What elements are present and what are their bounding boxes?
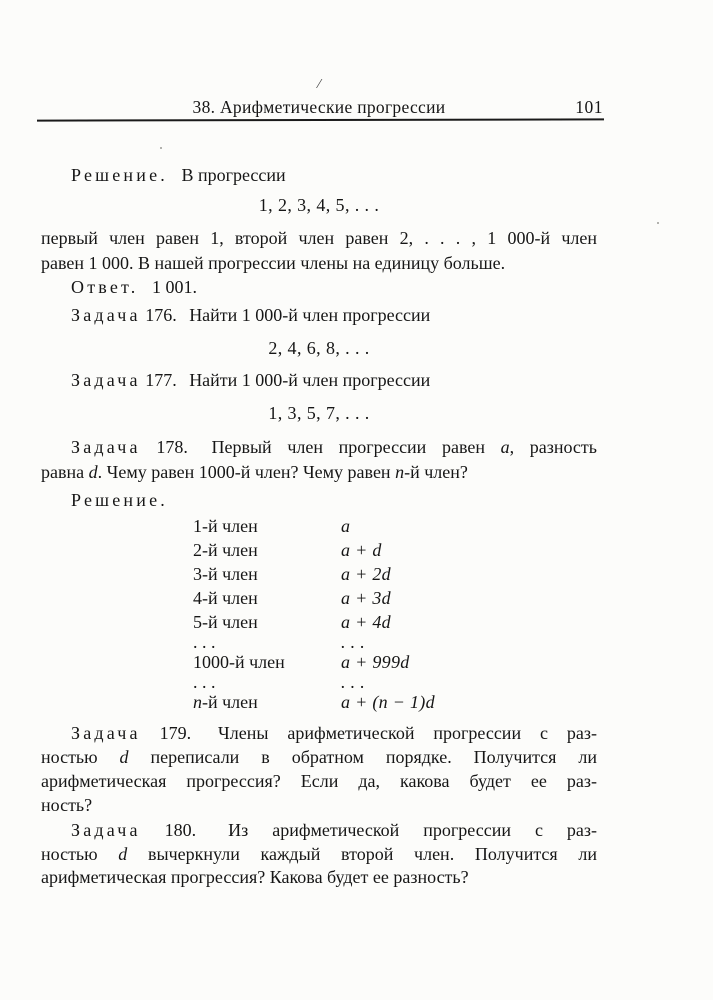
task-176-label: Задача: [71, 305, 141, 325]
term-label: [193, 690, 341, 714]
term-formula: a + 999d: [341, 652, 410, 672]
task-180-number: 180.: [164, 820, 197, 840]
task-179-text-3: переписали в обратном порядке. Получится ли: [150, 747, 597, 767]
task-178-number: 178.: [156, 437, 188, 457]
table-row: [193, 650, 553, 674]
task-179-line-4: ность?: [41, 795, 93, 815]
solution-label: Решение.: [71, 490, 168, 510]
ellipsis: . . .: [341, 632, 365, 652]
table-row: [193, 586, 553, 610]
solution-178-label-line: [41, 488, 597, 512]
task-180-line-2: [41, 842, 597, 866]
task-177-label: Задача: [71, 370, 141, 390]
term-formula: a + 4d: [341, 612, 391, 632]
sequence-display-3: 1, 3, 5, 7, . . .: [268, 403, 370, 423]
term-label: 5-й член: [193, 612, 258, 632]
math-var-n: n: [395, 462, 405, 482]
sequence-display-2: 2, 4, 6, 8, . . .: [268, 338, 370, 358]
solution-paragraph-line-2: равен 1 000. В нашей прогрессии члены на единицу больше.: [41, 253, 506, 273]
header-rule: [37, 118, 604, 121]
answer-line: [41, 275, 597, 299]
answer-value: 1 001.: [151, 277, 197, 297]
solution-176-intro-line: [41, 163, 597, 187]
ellipsis: . . .: [341, 672, 365, 692]
answer-label: Ответ.: [71, 277, 139, 297]
sequence-display-1: 1, 2, 3, 4, 5, . . .: [258, 195, 380, 215]
term-label: 1000-й член: [193, 652, 285, 672]
task-179-text-1: Члены арифметической прогрессии с раз-: [218, 723, 597, 743]
table-row-ellipsis: [193, 634, 553, 650]
page-number: 101: [575, 97, 603, 117]
task-176-text: Найти 1 000-й член прогрессии: [189, 305, 431, 325]
task-179-line-2: [41, 745, 597, 769]
solution-intro-text: В прогрессии: [181, 165, 286, 185]
task-180-text-3: вычеркнули каждый второй член. Получится ли: [148, 844, 597, 864]
table-row: [193, 514, 553, 538]
scan-speck: [657, 222, 659, 224]
solution-paragraph-line-1: первый член равен 1, второй член равен 2, . . . , 1 000-й член: [41, 228, 597, 248]
task-179-number: 179.: [159, 723, 192, 743]
ellipsis: . . .: [193, 672, 216, 692]
math-var-d: d: [118, 844, 128, 864]
ellipsis: . . .: [193, 632, 216, 652]
task-178-line-2: [41, 460, 597, 484]
task-177-text: Найти 1 000-й член прогрессии: [189, 370, 431, 390]
section-title: 38. Арифметические прогрессии: [192, 97, 446, 117]
task-179-text-2: ностью: [41, 747, 98, 767]
task-180-line-3: арифметическая прогрессия? Какова будет ее разность?: [41, 867, 469, 887]
table-row: [193, 562, 553, 586]
term-label: 4-й член: [193, 588, 258, 608]
term-formula: a: [341, 516, 351, 536]
task-179-line-1: [41, 721, 597, 745]
task-177-number: 177.: [145, 370, 177, 390]
task-180-text-1: Из арифметической прогрессии с раз-: [228, 820, 597, 840]
task-178-text-4: . Чему равен 1000-й член? Чему равен: [97, 462, 391, 482]
task-178-text-2: , разность: [509, 437, 597, 457]
term-formula: a + (n − 1)d: [341, 692, 435, 712]
task-176-number: 176.: [145, 305, 177, 325]
table-row-ellipsis: [193, 674, 553, 690]
table-row: [193, 538, 553, 562]
table-row: [193, 610, 553, 634]
task-180-label: Задача: [71, 820, 141, 840]
math-var-a: a: [500, 437, 510, 457]
running-head: [41, 96, 603, 118]
task-179-line-3: арифметическая прогрессия? Если да, какова будет ее раз-: [41, 771, 597, 791]
table-row: [193, 690, 553, 714]
term-label-rest: -й член: [202, 692, 258, 712]
term-formula: a + 2d: [341, 564, 391, 584]
task-180-line-1: [41, 818, 597, 842]
task-178-text-1: Первый член прогрессии равен: [211, 437, 485, 457]
math-var-n: n: [193, 692, 202, 712]
task-180-text-2: ностью: [41, 844, 98, 864]
task-176-line: [41, 303, 597, 327]
progression-table: [193, 514, 553, 714]
solution-label: Решение.: [71, 165, 168, 185]
task-178-label: Задача: [71, 437, 141, 457]
scan-speck: [160, 147, 162, 149]
math-var-d: d: [88, 462, 98, 482]
term-label: 1-й член: [193, 516, 258, 536]
term-formula: a + 3d: [341, 588, 391, 608]
math-var-d: d: [119, 747, 129, 767]
task-178-text-5: -й член?: [404, 462, 468, 482]
term-formula: a + d: [341, 540, 382, 560]
task-178-line-1: [41, 435, 597, 459]
task-179-label: Задача: [71, 723, 141, 743]
term-label: 3-й член: [193, 564, 258, 584]
task-177-line: [41, 368, 597, 392]
scan-artifact-slash: /: [316, 76, 322, 93]
term-label: 2-й член: [193, 540, 258, 560]
task-178-text-3: равна: [41, 462, 85, 482]
